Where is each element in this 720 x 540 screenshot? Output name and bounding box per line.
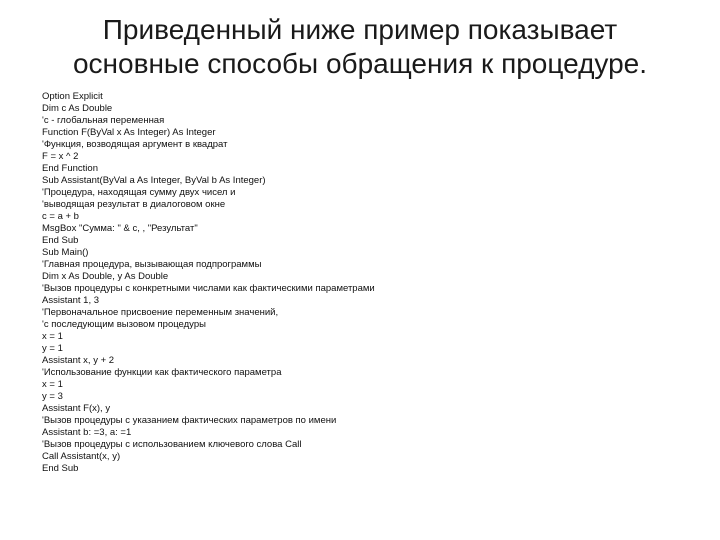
- code-line: Sub Assistant(ByVal a As Integer, ByVal b As Integer): [42, 175, 266, 186]
- code-line: 'Вызов процедуры с конкретными числами как фактическими параметрами: [42, 283, 375, 294]
- code-line: 'Первоначальное присвоение переменным значений,: [42, 307, 279, 318]
- code-line: F = x ^ 2: [42, 151, 79, 162]
- code-line: Assistant b: =3, a: =1: [42, 427, 132, 438]
- code-line: Assistant 1, 3: [42, 295, 100, 306]
- code-line: 'Функция, возводящая аргумент в квадрат: [42, 139, 228, 150]
- code-line: Dim x As Double, y As Double: [42, 271, 169, 282]
- code-line: Option Explicit: [42, 91, 103, 102]
- code-line: Assistant x, y + 2: [42, 355, 115, 366]
- code-line: c = a + b: [42, 211, 79, 222]
- slide-title-line-1: Приведенный ниже пример показывает: [102, 14, 618, 45]
- code-line: y = 3: [42, 391, 63, 402]
- code-line: Call Assistant(x, y): [42, 451, 121, 462]
- code-line: 'Процедура, находящая сумму двух чисел и: [42, 187, 236, 198]
- code-line: 'Главная процедура, вызывающая подпрограммы: [42, 259, 262, 270]
- code-line: 'Вызов процедуры с указанием фактических параметров по имени: [42, 415, 337, 426]
- code-line: Function F(ByVal x As Integer) As Integer: [42, 127, 216, 138]
- code-line: 'с последующим вызовом процедуры: [42, 319, 206, 330]
- code-line: 'c - глобальная переменная: [42, 115, 165, 126]
- code-line: End Function: [42, 163, 98, 174]
- code-line: 'Использование функции как фактического параметра: [42, 367, 282, 378]
- slide-title: [40, 13, 680, 81]
- code-line: 'выводящая результат в диалоговом окне: [42, 199, 226, 210]
- code-line: x = 1: [42, 379, 63, 390]
- code-line: End Sub: [42, 235, 79, 246]
- code-line: y = 1: [42, 343, 63, 354]
- code-line: End Sub: [42, 463, 79, 474]
- code-line: Assistant F(x), y: [42, 403, 111, 414]
- code-line: Sub Main(): [42, 247, 89, 258]
- code-line: Dim c As Double: [42, 103, 113, 114]
- slide-title-line-2: основные способы обращения к процедуре.: [72, 48, 648, 79]
- code-line: 'Вызов процедуры с использованием ключевого слова Call: [42, 439, 302, 450]
- code-listing: [42, 91, 642, 475]
- code-line: MsgBox "Сумма: " & c, , "Результат": [42, 223, 198, 234]
- code-line: x = 1: [42, 331, 63, 342]
